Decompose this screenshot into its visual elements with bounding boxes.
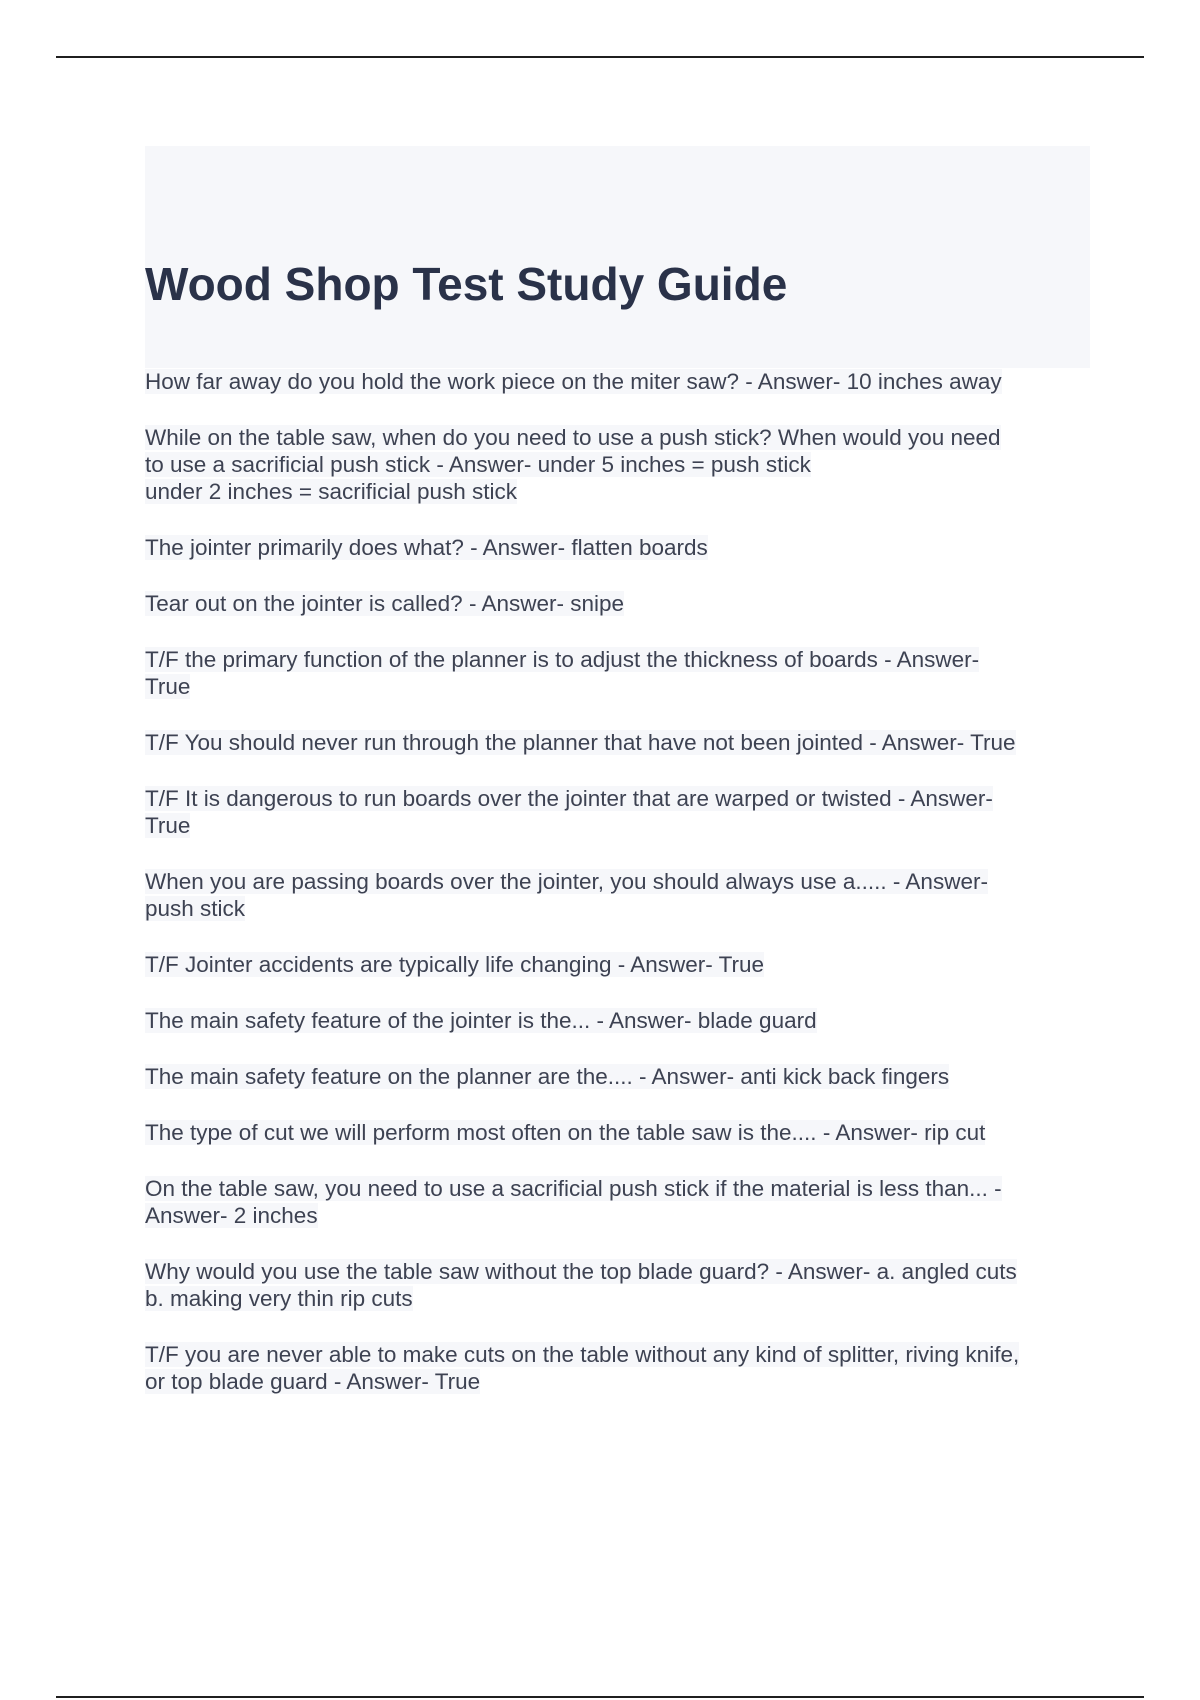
top-rule	[56, 56, 1144, 58]
qa-item: When you are passing boards over the jointer, you should always use a..... - Answer- push stick	[145, 869, 988, 921]
qa-item: The jointer primarily does what? - Answer- flatten boards	[145, 535, 708, 560]
page-title: Wood Shop Test Study Guide	[145, 258, 788, 310]
qa-item: Tear out on the jointer is called? - Answer- snipe	[145, 591, 625, 616]
qa-item: On the table saw, you need to use a sacrificial push stick if the material is less than... - Answer- 2 inches	[145, 1176, 1002, 1228]
qa-item: T/F Jointer accidents are typically life changing - Answer- True	[145, 952, 765, 977]
qa-item: T/F you are never able to make cuts on the table without any kind of splitter, riving knife, or top blade guard - Answer- True	[145, 1342, 1020, 1394]
qa-item: While on the table saw, when do you need to use a push stick? When would you need to use a sacrificial push stick - Answer- under 5 inches = push stick under 2 inches = sacrificial push stick	[145, 425, 1001, 504]
qa-item: Why would you use the table saw without the top blade guard? - Answer- a. angled cuts b. making very thin rip cuts	[145, 1259, 1017, 1311]
qa-item: How far away do you hold the work piece on the miter saw? - Answer- 10 inches away	[145, 369, 1002, 394]
qa-list	[145, 368, 1095, 1424]
bottom-rule	[56, 1696, 1144, 1698]
qa-item: The type of cut we will perform most often on the table saw is the.... - Answer- rip cut	[145, 1120, 986, 1145]
qa-item: T/F It is dangerous to run boards over the jointer that are warped or twisted - Answer- True	[145, 786, 993, 838]
qa-item: T/F the primary function of the planner is to adjust the thickness of boards - Answer- True	[145, 647, 980, 699]
qa-item: T/F You should never run through the planner that have not been jointed - Answer- True	[145, 730, 1016, 755]
qa-item: The main safety feature of the jointer is the... - Answer- blade guard	[145, 1008, 817, 1033]
qa-item: The main safety feature on the planner are the.... - Answer- anti kick back fingers	[145, 1064, 950, 1089]
